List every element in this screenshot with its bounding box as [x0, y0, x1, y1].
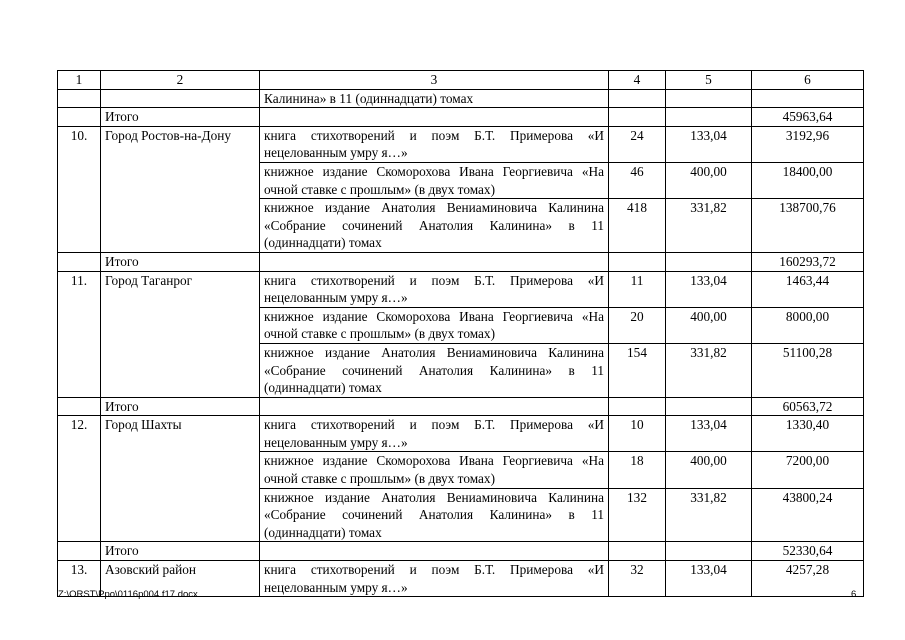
quantity: 11 — [609, 271, 666, 307]
cell-empty — [101, 89, 260, 108]
cell-empty — [260, 252, 609, 271]
header-cell: 5 — [666, 71, 752, 90]
price: 331,82 — [666, 488, 752, 542]
quantity: 46 — [609, 162, 666, 198]
price: 400,00 — [666, 452, 752, 488]
price: 133,04 — [666, 416, 752, 452]
sum: 4257,28 — [752, 561, 864, 597]
price: 133,04 — [666, 561, 752, 597]
total-row — [58, 108, 864, 127]
book-description: книжное издание Анатолия Вениаминовича Калинина «Собрание сочинений Анатолия Калинина» в 11 (одиннадцати) томах — [260, 488, 609, 542]
total-row — [58, 542, 864, 561]
book-description: книжное издание Скоморохова Ивана Георгиевича «На очной ставке с прошлым» (в двух томах) — [260, 307, 609, 343]
cell-empty — [58, 108, 101, 127]
quantity: 20 — [609, 307, 666, 343]
book-description: книга стихотворений и поэм Б.Т. Примерова «И нецелованным умру я…» — [260, 271, 609, 307]
quantity: 132 — [609, 488, 666, 542]
appendix-table — [57, 70, 864, 597]
header-cell: 1 — [58, 71, 101, 90]
cell-empty — [609, 397, 666, 416]
sum: 138700,76 — [752, 199, 864, 253]
cell-empty — [666, 89, 752, 108]
municipality-name: Азовский район — [101, 561, 260, 597]
table-row — [58, 126, 864, 162]
row-number: 10. — [58, 126, 101, 252]
cell-empty — [58, 252, 101, 271]
total-label: Итого — [101, 252, 260, 271]
quantity: 32 — [609, 561, 666, 597]
row-number: 13. — [58, 561, 101, 597]
cell-empty — [260, 108, 609, 127]
book-description: книга стихотворений и поэм Б.Т. Примерова «И нецелованным умру я…» — [260, 416, 609, 452]
price: 331,82 — [666, 343, 752, 397]
book-description: книга стихотворений и поэм Б.Т. Примерова «И нецелованным умру я…» — [260, 561, 609, 597]
cell-empty — [666, 252, 752, 271]
total-label: Итого — [101, 108, 260, 127]
total-sum: 52330,64 — [752, 542, 864, 561]
quantity: 154 — [609, 343, 666, 397]
header-cell: 2 — [101, 71, 260, 90]
quantity: 24 — [609, 126, 666, 162]
cell-empty — [609, 108, 666, 127]
municipality-name: Город Таганрог — [101, 271, 260, 397]
table-row — [58, 271, 864, 307]
total-label: Итого — [101, 542, 260, 561]
header-cell: 4 — [609, 71, 666, 90]
table-row — [58, 416, 864, 452]
total-sum: 60563,72 — [752, 397, 864, 416]
header-cell: 3 — [260, 71, 609, 90]
cell-empty — [609, 252, 666, 271]
book-description: книжное издание Анатолия Вениаминовича Калинина «Собрание сочинений Анатолия Калинина» в 11 (одиннадцати) томах — [260, 199, 609, 253]
cell-empty — [260, 397, 609, 416]
sum: 43800,24 — [752, 488, 864, 542]
book-description: Калинина» в 11 (одиннадцати) томах — [260, 89, 609, 108]
sum: 8000,00 — [752, 307, 864, 343]
book-description: книжное издание Анатолия Вениаминовича Калинина «Собрание сочинений Анатолия Калинина» в 11 (одиннадцати) томах — [260, 343, 609, 397]
table-row — [58, 89, 864, 108]
cell-empty — [752, 89, 864, 108]
sum: 1463,44 — [752, 271, 864, 307]
price: 331,82 — [666, 199, 752, 253]
price: 133,04 — [666, 271, 752, 307]
footer-file-path: Z:\ORST\Ppo\0116p004.f17.docx — [58, 589, 198, 600]
total-row — [58, 252, 864, 271]
cell-empty — [58, 89, 101, 108]
book-description: книжное издание Скоморохова Ивана Георгиевича «На очной ставке с прошлым» (в двух томах) — [260, 452, 609, 488]
book-description: книга стихотворений и поэм Б.Т. Примерова «И нецелованным умру я…» — [260, 126, 609, 162]
sum: 1330,40 — [752, 416, 864, 452]
cell-empty — [58, 542, 101, 561]
cell-empty — [666, 397, 752, 416]
total-sum: 45963,64 — [752, 108, 864, 127]
cell-empty — [609, 89, 666, 108]
cell-empty — [260, 542, 609, 561]
price: 400,00 — [666, 162, 752, 198]
cell-empty — [666, 108, 752, 127]
quantity: 18 — [609, 452, 666, 488]
row-number: 11. — [58, 271, 101, 397]
header-row — [58, 71, 864, 90]
sum: 51100,28 — [752, 343, 864, 397]
page-number: 6 — [851, 589, 857, 600]
sum: 18400,00 — [752, 162, 864, 198]
cell-empty — [58, 397, 101, 416]
quantity: 10 — [609, 416, 666, 452]
book-description: книжное издание Скоморохова Ивана Георгиевича «На очной ставке с прошлым» (в двух томах) — [260, 162, 609, 198]
quantity: 418 — [609, 199, 666, 253]
header-cell: 6 — [752, 71, 864, 90]
total-label: Итого — [101, 397, 260, 416]
municipality-name: Город Ростов-на-Дону — [101, 126, 260, 252]
sum: 7200,00 — [752, 452, 864, 488]
sum: 3192,96 — [752, 126, 864, 162]
total-row — [58, 397, 864, 416]
cell-empty — [666, 542, 752, 561]
total-sum: 160293,72 — [752, 252, 864, 271]
municipality-name: Город Шахты — [101, 416, 260, 542]
cell-empty — [609, 542, 666, 561]
price: 400,00 — [666, 307, 752, 343]
price: 133,04 — [666, 126, 752, 162]
row-number: 12. — [58, 416, 101, 542]
